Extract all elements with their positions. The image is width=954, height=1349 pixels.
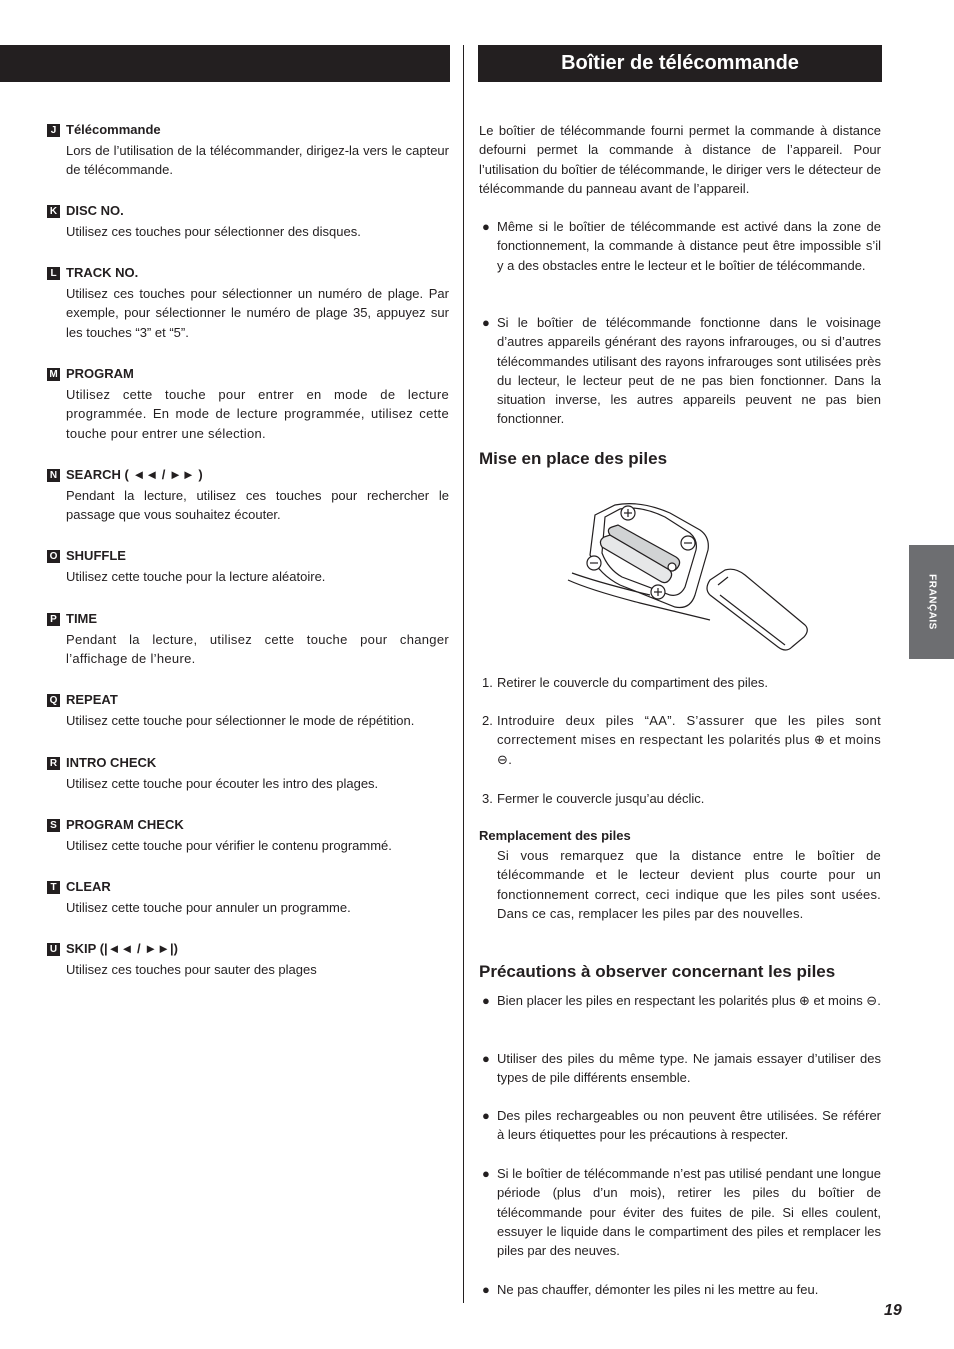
letter-badge: Q — [47, 694, 60, 707]
letter-badge: O — [47, 550, 60, 563]
subsection-heading: Remplacement des piles — [479, 828, 631, 843]
item-title: PROGRAM CHECK — [66, 817, 184, 832]
left-header-bar — [0, 45, 450, 82]
list-item — [47, 879, 449, 917]
item-description: Utilisez cette touche pour entrer en mode de lecture programmée. En mode de lecture programmée, utilisez cette touche pour entrer une sélection. — [66, 387, 449, 441]
battery-illustration — [560, 495, 810, 655]
item-title: CLEAR — [66, 879, 111, 894]
letter-badge: T — [47, 881, 60, 894]
item-description: Utilisez cette touche pour annuler un programme. — [66, 900, 351, 915]
item-title: TIME — [66, 611, 98, 626]
step-number: 3. — [482, 791, 493, 806]
bullet-text: Utiliser des piles du même type. Ne jamais essayer d’utiliser des types de pile différents ensemble. — [497, 1051, 881, 1086]
page-title: Boîtier de télécommande — [478, 45, 882, 82]
bullet-text: Bien placer les piles en respectant les polarités plus ⊕ et moins ⊖. — [497, 993, 881, 1008]
letter-badge: L — [47, 267, 60, 280]
list-item — [47, 692, 449, 730]
item-title: REPEAT — [66, 692, 118, 707]
step-number: 1. — [482, 675, 493, 690]
bullet-text: Des piles rechargeables ou non peuvent être utilisées. Se référer à leurs étiquettes pour les précautions à respecter. — [497, 1108, 881, 1143]
list-item — [47, 548, 449, 586]
item-title: DISC NO. — [66, 203, 124, 218]
column-divider — [463, 45, 464, 1303]
item-title: Télécommande — [66, 122, 161, 137]
list-item — [47, 366, 449, 443]
list-item — [479, 991, 881, 1010]
letter-badge: J — [47, 124, 60, 137]
item-description: Utilisez ces touches pour sauter des plages — [66, 962, 317, 977]
list-item — [479, 1106, 881, 1145]
list-item — [47, 755, 449, 793]
list-item — [47, 203, 449, 241]
bullet-icon: ● — [482, 1282, 490, 1297]
list-item — [47, 611, 449, 669]
item-description: Pendant la lecture, utilisez cette touche pour changer l’affichage de l’heure. — [66, 632, 449, 667]
bullet-icon: ● — [482, 315, 490, 330]
list-item — [47, 265, 449, 342]
letter-badge: P — [47, 613, 60, 626]
list-item — [479, 673, 881, 692]
list-item — [479, 1164, 881, 1260]
step-text: Retirer le couvercle du compartiment des piles. — [497, 675, 768, 690]
step-text: Fermer le couvercle jusqu’au déclic. — [497, 791, 705, 806]
letter-badge: S — [47, 819, 60, 832]
letter-badge: N — [47, 469, 60, 482]
list-item — [479, 1049, 881, 1088]
item-description: Pendant la lecture, utilisez ces touches pour rechercher le passage que vous souhaitez écouter. — [66, 488, 449, 523]
bullet-icon: ● — [482, 219, 490, 234]
intro-paragraph: Le boîtier de télécommande fourni permet la commande à distance defourni permet la commande à distance de l’appareil. Pour l’utilisation du boîtier de télécommande, le diriger vers le détecteur de télécommande du panneau avant de l’appareil. — [479, 123, 881, 196]
bullet-icon: ● — [482, 1051, 490, 1066]
letter-badge: U — [47, 943, 60, 956]
item-title: PROGRAM — [66, 366, 134, 381]
item-title: SHUFFLE — [66, 548, 126, 563]
item-description: Lors de l’utilisation de la télécommander, dirigez-la vers le capteur de télécommande. — [66, 143, 449, 178]
bullet-text: Si le boîtier de télécommande n’est pas utilisé pendant une longue période (plus d’un mois), retirer les piles du boîtier de télécommande pour éviter des fuites de pile. Si elles coulent, essuyer le liquide dans le compartiment des piles et remplacer les piles par des neuves. — [497, 1166, 881, 1259]
list-item — [479, 217, 881, 275]
bullet-icon: ● — [482, 1166, 490, 1181]
bullet-text: Si le boîtier de télécommande fonctionne dans le voisinage d’autres appareils générant des rayons infrarouges, ou si d’autres télécommandes utilisant des rayons infrarouges sont utilisées près du lecteur, le lecteur peut de ne pas bien fonctionner. Dans la situation inverse, les autres appareils peuvent ne pas bien fonctionner. — [497, 315, 881, 427]
language-tab-label: FRANÇAIS — [926, 574, 937, 630]
item-title: SKIP (|◄◄ / ►►|) — [66, 941, 178, 956]
item-description: Utilisez ces touches pour sélectionner un numéro de plage. Par exemple, pour sélectionner le numéro de plage 35, appuyez sur les touches “3” et “5”. — [66, 286, 449, 340]
page-number: 19 — [884, 1302, 902, 1319]
list-item — [47, 817, 449, 855]
section-heading: Mise en place des piles — [479, 449, 668, 468]
section-heading: Précautions à observer concernant les piles — [479, 962, 836, 981]
bullet-text: Même si le boîtier de télécommande est activé dans la zone de fonctionnement, la commande à distance peut être impossible s’il y a des obstacles entre le lecteur et le boîtier de télécommande. — [497, 219, 881, 273]
letter-badge: M — [47, 368, 60, 381]
list-item — [479, 711, 881, 769]
letter-badge: K — [47, 205, 60, 218]
item-title: SEARCH ( ◄◄ / ►► ) — [66, 467, 203, 482]
bullet-text: Ne pas chauffer, démonter les piles ni les mettre au feu. — [497, 1282, 819, 1297]
list-item — [479, 789, 881, 808]
step-text: Introduire deux piles “AA”. S’assurer que les piles sont correctement mises en respectant les polarités plus ⊕ et moins ⊖. — [497, 713, 881, 767]
list-item — [479, 1280, 881, 1299]
list-item — [479, 313, 881, 429]
list-item — [47, 941, 449, 979]
item-title: TRACK NO. — [66, 265, 139, 280]
list-item — [47, 467, 449, 525]
list-item — [47, 122, 449, 180]
language-tab — [909, 545, 954, 659]
item-description: Utilisez cette touche pour vérifier le contenu programmé. — [66, 838, 392, 853]
step-number: 2. — [482, 713, 493, 728]
item-title: INTRO CHECK — [66, 755, 157, 770]
item-description: Utilisez cette touche pour la lecture aléatoire. — [66, 569, 326, 584]
item-description: Utilisez cette touche pour sélectionner le mode de répétition. — [66, 713, 415, 728]
item-description: Utilisez cette touche pour écouter les intro des plages. — [66, 776, 379, 791]
bullet-icon: ● — [482, 993, 490, 1008]
bullet-icon: ● — [482, 1108, 490, 1123]
replace-paragraph: Si vous remarquez que la distance entre le boîtier de télécommande et le lecteur devient plus courte pour un fonctionnement correct, ceci indique que les piles sont usées. Dans ce cas, remplacer les piles par des nouvelles. — [497, 848, 881, 921]
letter-badge: R — [47, 757, 60, 770]
item-description: Utilisez ces touches pour sélectionner des disques. — [66, 224, 361, 239]
